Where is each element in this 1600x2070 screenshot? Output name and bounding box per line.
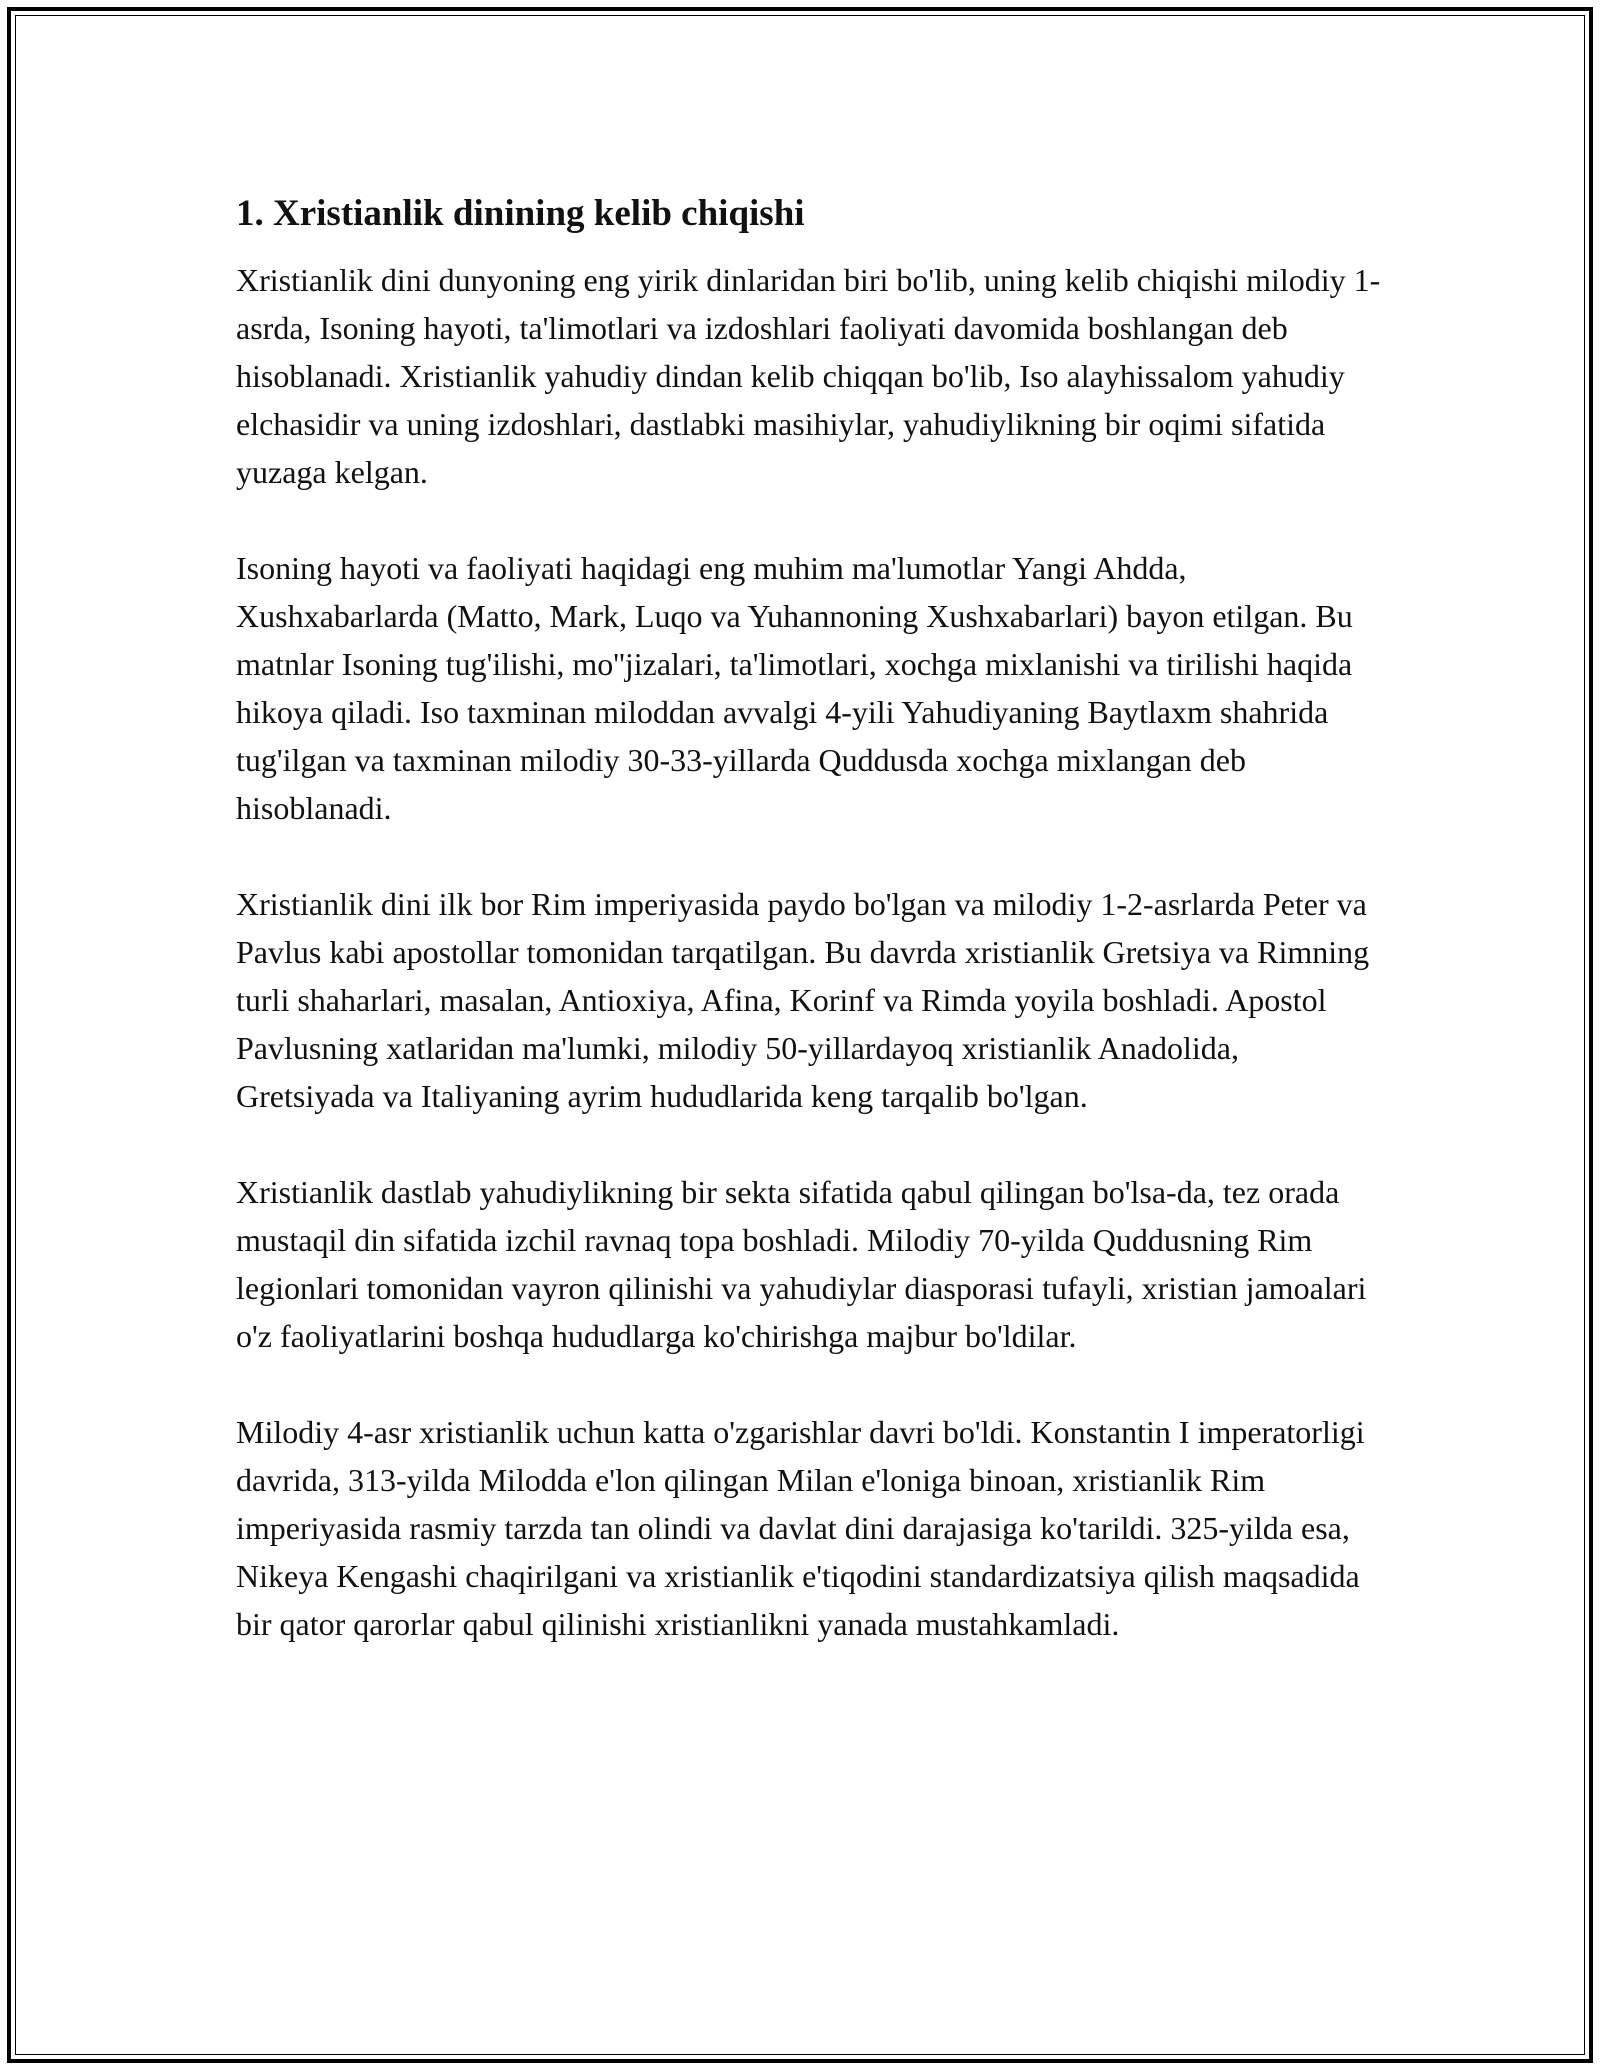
section-heading: 1. Xristianlik dinining kelib chiqishi [236,193,805,234]
paragraph-independence: Xristianlik dastlab yahudiylikning bir sekta sifatida qabul qilingan bo'lsa-da, tez orada mustaqil din sifatida izchil ravnaq topa boshladi. Milodiy 70-yilda Quddusning Rim legionlari tomonidan vayron qilinishi va yahudiylar diasporasi tufayli, xristian jamoalari o'z faoliyatlarini boshqa hududlarga ko'chirishga majbur bo'ldilar. [236,1174,1367,1354]
paragraph-fourth-century: Milodiy 4-asr xristianlik uchun katta o'zgarishlar davri bo'ldi. Konstantin I imperatorligi davrida, 313-yilda Milodda e'lon qilingan Milan e'loniga binoan, xristianlik Rim imperiyasida rasmiy tarzda tan olindi va davlat dini darajasiga ko'tarildi. 325-yilda esa, Nikeya Kengashi chaqirilgani va xristianlik e'tiqodini standardizatsiya qilish maqsadida bir qator qarorlar qabul qilinishi xristianlikni yanada mustahkamladi. [236,1414,1365,1642]
paragraph-early-spread: Xristianlik dini ilk bor Rim imperiyasida paydo bo'lgan va milodiy 1-2-asrlarda Peter va Pavlus kabi apostollar tomonidan tarqatilgan. Bu davrda xristianlik Gretsiya va Rimning turli shaharlari, masalan, Antioxiya, Afina, Korinf va Rimda yoyila boshladi. Apostol Pavlusning xatlaridan ma'lumki, milodiy 50-yillardayoq xristianlik Anadolida, Gretsiyada va Italiyaning ayrim hududlarida keng tarqalib bo'lgan. [236,886,1370,1114]
paragraph-life-of-jesus: Isoning hayoti va faoliyati haqidagi eng muhim ma'lumotlar Yangi Ahdda, Xushxabarlarda (Matto, Mark, Luqo va Yuhannoning Xushxabarlari) bayon etilgan. Bu matnlar Isoning tug'ilishi, mo''jizalari, ta'limotlari, xochga mixlanishi va tirilishi haqida hikoya qiladi. Iso taxminan miloddan avvalgi 4-yili Yahudiyaning Baytlaxm shahrida tug'ilgan va taxminan milodiy 30-33-yillarda Quddusda xochga mixlangan deb hisoblanadi. [236,550,1353,826]
paragraph-origin: Xristianlik dini dunyoning eng yirik dinlaridan biri bo'lib, uning kelib chiqishi milodiy 1-asrda, Isoning hayoti, ta'limotlari va izdoshlari faoliyati davomida boshlangan deb hisoblanadi. Xristianlik yahudiy dindan kelib chiqqan bo'lib, Iso alayhissalom yahudiy elchasidir va uning izdoshlari, dastlabki masihiylar, yahudiylikning bir oqimi sifatida yuzaga kelgan. [236,262,1381,490]
document-body [236,190,1381,1696]
